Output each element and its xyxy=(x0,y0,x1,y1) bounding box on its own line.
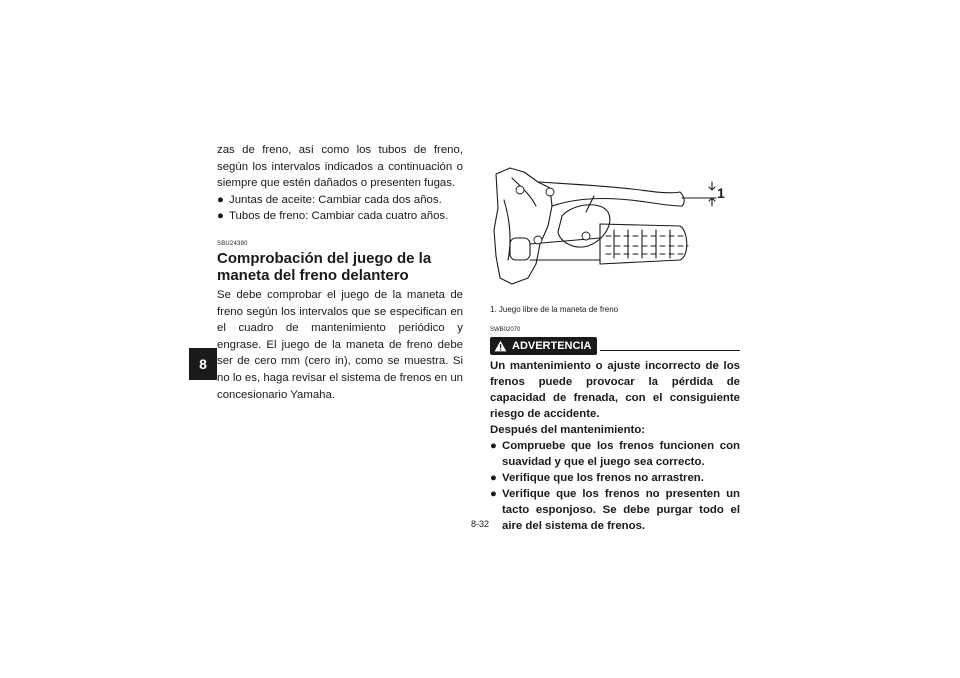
figure-caption: 1. Juego libre de la maneta de freno xyxy=(490,305,619,314)
section-heading: Comprobación del juego de la maneta del freno delantero xyxy=(217,249,432,284)
left-column xyxy=(217,142,463,403)
page-number: 8-32 xyxy=(470,519,489,529)
master-cylinder-outline xyxy=(494,168,552,284)
list-item xyxy=(490,486,740,534)
right-column xyxy=(490,160,740,534)
play-indicator xyxy=(682,182,716,206)
bullet-dot-icon: ● xyxy=(490,472,497,484)
list-item-text: Compruebe que los frenos funcionen con suavidad y que el juego sea correcto. xyxy=(502,440,740,468)
warning-text: Un mantenimiento o ajuste incorrecto de los frenos puede provocar la pérdida de capacidad de frenada, con el consiguiente riesgo de accidente. xyxy=(490,360,740,420)
bullet-dot-icon: ● xyxy=(490,440,497,452)
list-item-text: Verifique que los frenos no arrastren. xyxy=(502,472,704,484)
bullet-dot-icon: ● xyxy=(490,488,497,500)
list-item-text: Juntas de aceite: Cambiar cada dos años. xyxy=(229,193,442,206)
intro-paragraph: zas de freno, así como los tubos de freno, según los intervalos indicados a continuación o siempre que estén dañados o presenten fugas. xyxy=(217,144,463,190)
warning-triangle-icon xyxy=(494,340,507,352)
list-item xyxy=(490,470,740,486)
brake-lever-figure xyxy=(490,160,740,295)
warning-rule xyxy=(600,350,740,351)
chapter-tab: 8 xyxy=(189,348,217,380)
grip-outline xyxy=(600,224,687,264)
warning-badge xyxy=(490,337,597,355)
list-item xyxy=(217,208,463,225)
warning-code: SWB02070 xyxy=(490,327,521,333)
list-item xyxy=(217,192,463,209)
list-item-text: Tubos de freno: Cambiar cada cuatro años. xyxy=(229,210,449,223)
list-item xyxy=(490,438,740,470)
section-code: SBU24390 xyxy=(217,240,248,247)
bullet-dot-icon: ● xyxy=(217,210,224,223)
warning-subtitle: Después del mantenimiento: xyxy=(490,424,646,436)
section-paragraph: Se debe comprobar el juego de la maneta de freno según los intervalos que se especifican en el cuadro de mantenimiento periódico y engrase. El juego de la maneta de freno debe ser de cero mm (cero in), como se muestra. Si no lo es, haga revisar el sistema de frenos en un concesionario Yamaha. xyxy=(217,288,463,401)
warning-label: ADVERTENCIA xyxy=(512,340,592,352)
bullet-dot-icon: ● xyxy=(217,193,224,206)
callout-label: 1 xyxy=(717,185,725,201)
brake-lever-outline xyxy=(538,182,684,206)
warning-header xyxy=(490,337,740,355)
list-item-text: Verifique que los frenos no presenten un tacto esponjoso. Se debe purgar todo el aire del sistema de frenos. xyxy=(502,488,740,532)
